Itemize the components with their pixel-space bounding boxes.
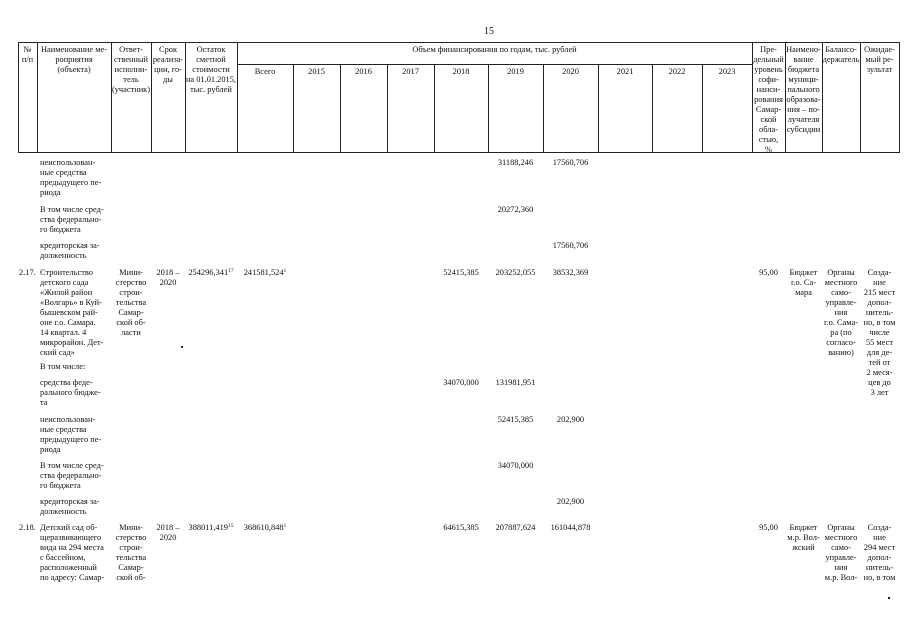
- header-col-budget: Наимено- вание бюджета муници- пального образова- ния – по- лучателя субсидии: [786, 45, 821, 134]
- row-responsible: Мини- стерство строи- тельства Самар- ской об- ласти: [115, 268, 147, 337]
- row-term: 2018 – 2020: [156, 268, 180, 287]
- cell-2019: 203252,055: [495, 268, 536, 277]
- row-holder: Органы местного само- управле- ния м.р. Вол-: [824, 523, 858, 582]
- header-years-rule: [237, 64, 752, 65]
- row-name: Строительство детского сада «Жилой район «Волгарь» в Куй- бышевском рай- оне г.о. Самара. 14 квартал. 4 микрорайон. Дет- ский сад»: [40, 268, 104, 357]
- header-col-level: Пре- дельный уровень софи- нанси- рования Самар- ской обла- стью, %: [753, 45, 784, 154]
- row-number: 2.17.: [19, 268, 36, 277]
- row-term: 2018 – 2020: [156, 523, 180, 542]
- cell-2019: 20272,360: [497, 205, 534, 214]
- row-name: Детский сад об- щеразвивающего вида на 294 места с бассейном, расположенный по адресу: Самар-: [40, 523, 105, 582]
- row-name: средства феде- рального бюдже- та: [40, 378, 101, 407]
- header-year: 2016: [355, 67, 372, 76]
- header-col-name: Наименование ме- роприятия (объекта): [40, 45, 108, 74]
- cell-2018: 34070,000: [443, 378, 479, 387]
- col-divider: [652, 64, 653, 153]
- cell-2020: 17560,706: [552, 241, 589, 250]
- row-name: В том числе сред- ства федерально- го бюджета: [40, 205, 104, 234]
- row-holder: Органы местного само- управле- ния г.о. Сама- ра (по согласо- ванию): [823, 268, 858, 357]
- cell-2019: 34070,000: [497, 461, 534, 470]
- footnote-ref: 1: [283, 268, 287, 274]
- row-name: В том числе:: [40, 362, 86, 371]
- row-result: Созда- ние 294 мест допол- нитель- но, в том: [863, 523, 896, 582]
- footnote-ref: 15: [227, 523, 234, 529]
- total-value: 368610,848: [243, 523, 284, 532]
- header-col-total: Всего: [254, 67, 276, 76]
- cell-2020: 17560,706: [552, 158, 589, 167]
- header-year: 2015: [308, 67, 325, 76]
- row-result: Созда- ние 215 мест допол- нитель- но, в том числе 55 мест для де- тей от 2 меся- цев до 3 лет: [863, 268, 896, 397]
- col-divider: [293, 64, 294, 153]
- row-rest: [185, 523, 237, 533]
- row-budget: Бюджет м.р. Вол- жский: [787, 523, 820, 552]
- header-col-result: Ожидае- мый ре- зультат: [864, 45, 895, 74]
- row-level: 95,00: [759, 523, 778, 532]
- header-year: 2018: [452, 67, 470, 76]
- row-name: кредиторская за- долженность: [40, 241, 100, 260]
- total-value: 241581,524: [243, 268, 284, 277]
- footnote-ref: 17: [228, 268, 234, 274]
- row-budget: Бюджет г.о. Са- мара: [789, 268, 818, 297]
- row-responsible: Мини- стерство строи- тельства Самар- ской об-: [115, 523, 147, 582]
- cell-2019: 207887,624: [495, 523, 536, 532]
- header-col-num: № п/п: [21, 45, 34, 64]
- row-total: [237, 268, 293, 278]
- cell-2019: 52415,385: [497, 415, 534, 424]
- header-year: 2017: [402, 67, 419, 76]
- row-number: 2.18.: [19, 523, 36, 532]
- header-year: 2023: [718, 67, 736, 76]
- footnote-ref: 1: [283, 523, 287, 529]
- col-divider: [340, 64, 341, 153]
- header-col-volume: Объем финансирования по годам, тыс. рублей: [412, 45, 577, 54]
- cell-2020: 38532,369: [552, 268, 589, 277]
- header-year: 2022: [668, 67, 686, 76]
- rest-value: 388011,419: [188, 523, 228, 532]
- cell-2020: 161044,878: [550, 523, 591, 532]
- header-col-responsible: Ответ- ственный исполни- тель (участник): [111, 45, 151, 94]
- col-divider: [237, 42, 238, 153]
- page-number: 15: [484, 26, 494, 37]
- cell-2018: 64615,385: [443, 523, 479, 532]
- col-divider: [434, 64, 435, 153]
- row-name: неиспользован- ные средства предыдущего пе- риода: [40, 158, 102, 197]
- header-year: 2019: [507, 67, 524, 76]
- header-year: 2020: [562, 67, 579, 76]
- row-name: неиспользован- ные средства предыдущего пе- риода: [40, 415, 102, 454]
- scan-speck: [888, 597, 890, 599]
- row-rest: [185, 268, 237, 278]
- cell-2020: 202,900: [556, 497, 585, 506]
- col-divider: [488, 64, 489, 153]
- col-divider: [598, 64, 599, 153]
- header-col-holder: Балансо- держатель: [822, 45, 860, 64]
- cell-2019: 31188,246: [497, 158, 534, 167]
- cell-2018: 52415,385: [443, 268, 479, 277]
- row-name: В том числе сред- ства федерально- го бюджета: [40, 461, 104, 490]
- col-divider: [387, 64, 388, 153]
- header-year: 2021: [616, 67, 634, 76]
- col-divider: [702, 64, 703, 153]
- rest-value: 254296,341: [188, 268, 229, 277]
- scan-speck: [181, 346, 183, 348]
- col-divider: [899, 42, 900, 153]
- col-divider: [543, 64, 544, 153]
- row-name: кредиторская за- долженность: [40, 497, 100, 516]
- row-total: [237, 523, 293, 533]
- header-col-term: Срок реализа- ции, го- ды: [152, 45, 184, 84]
- cell-2019: 131981,951: [495, 378, 536, 387]
- row-level: 95,00: [759, 268, 778, 277]
- cell-2020: 202,900: [556, 415, 585, 424]
- header-col-rest: Остаток сметной стоимости на 01.01.2015, тыс. рублей: [185, 45, 237, 94]
